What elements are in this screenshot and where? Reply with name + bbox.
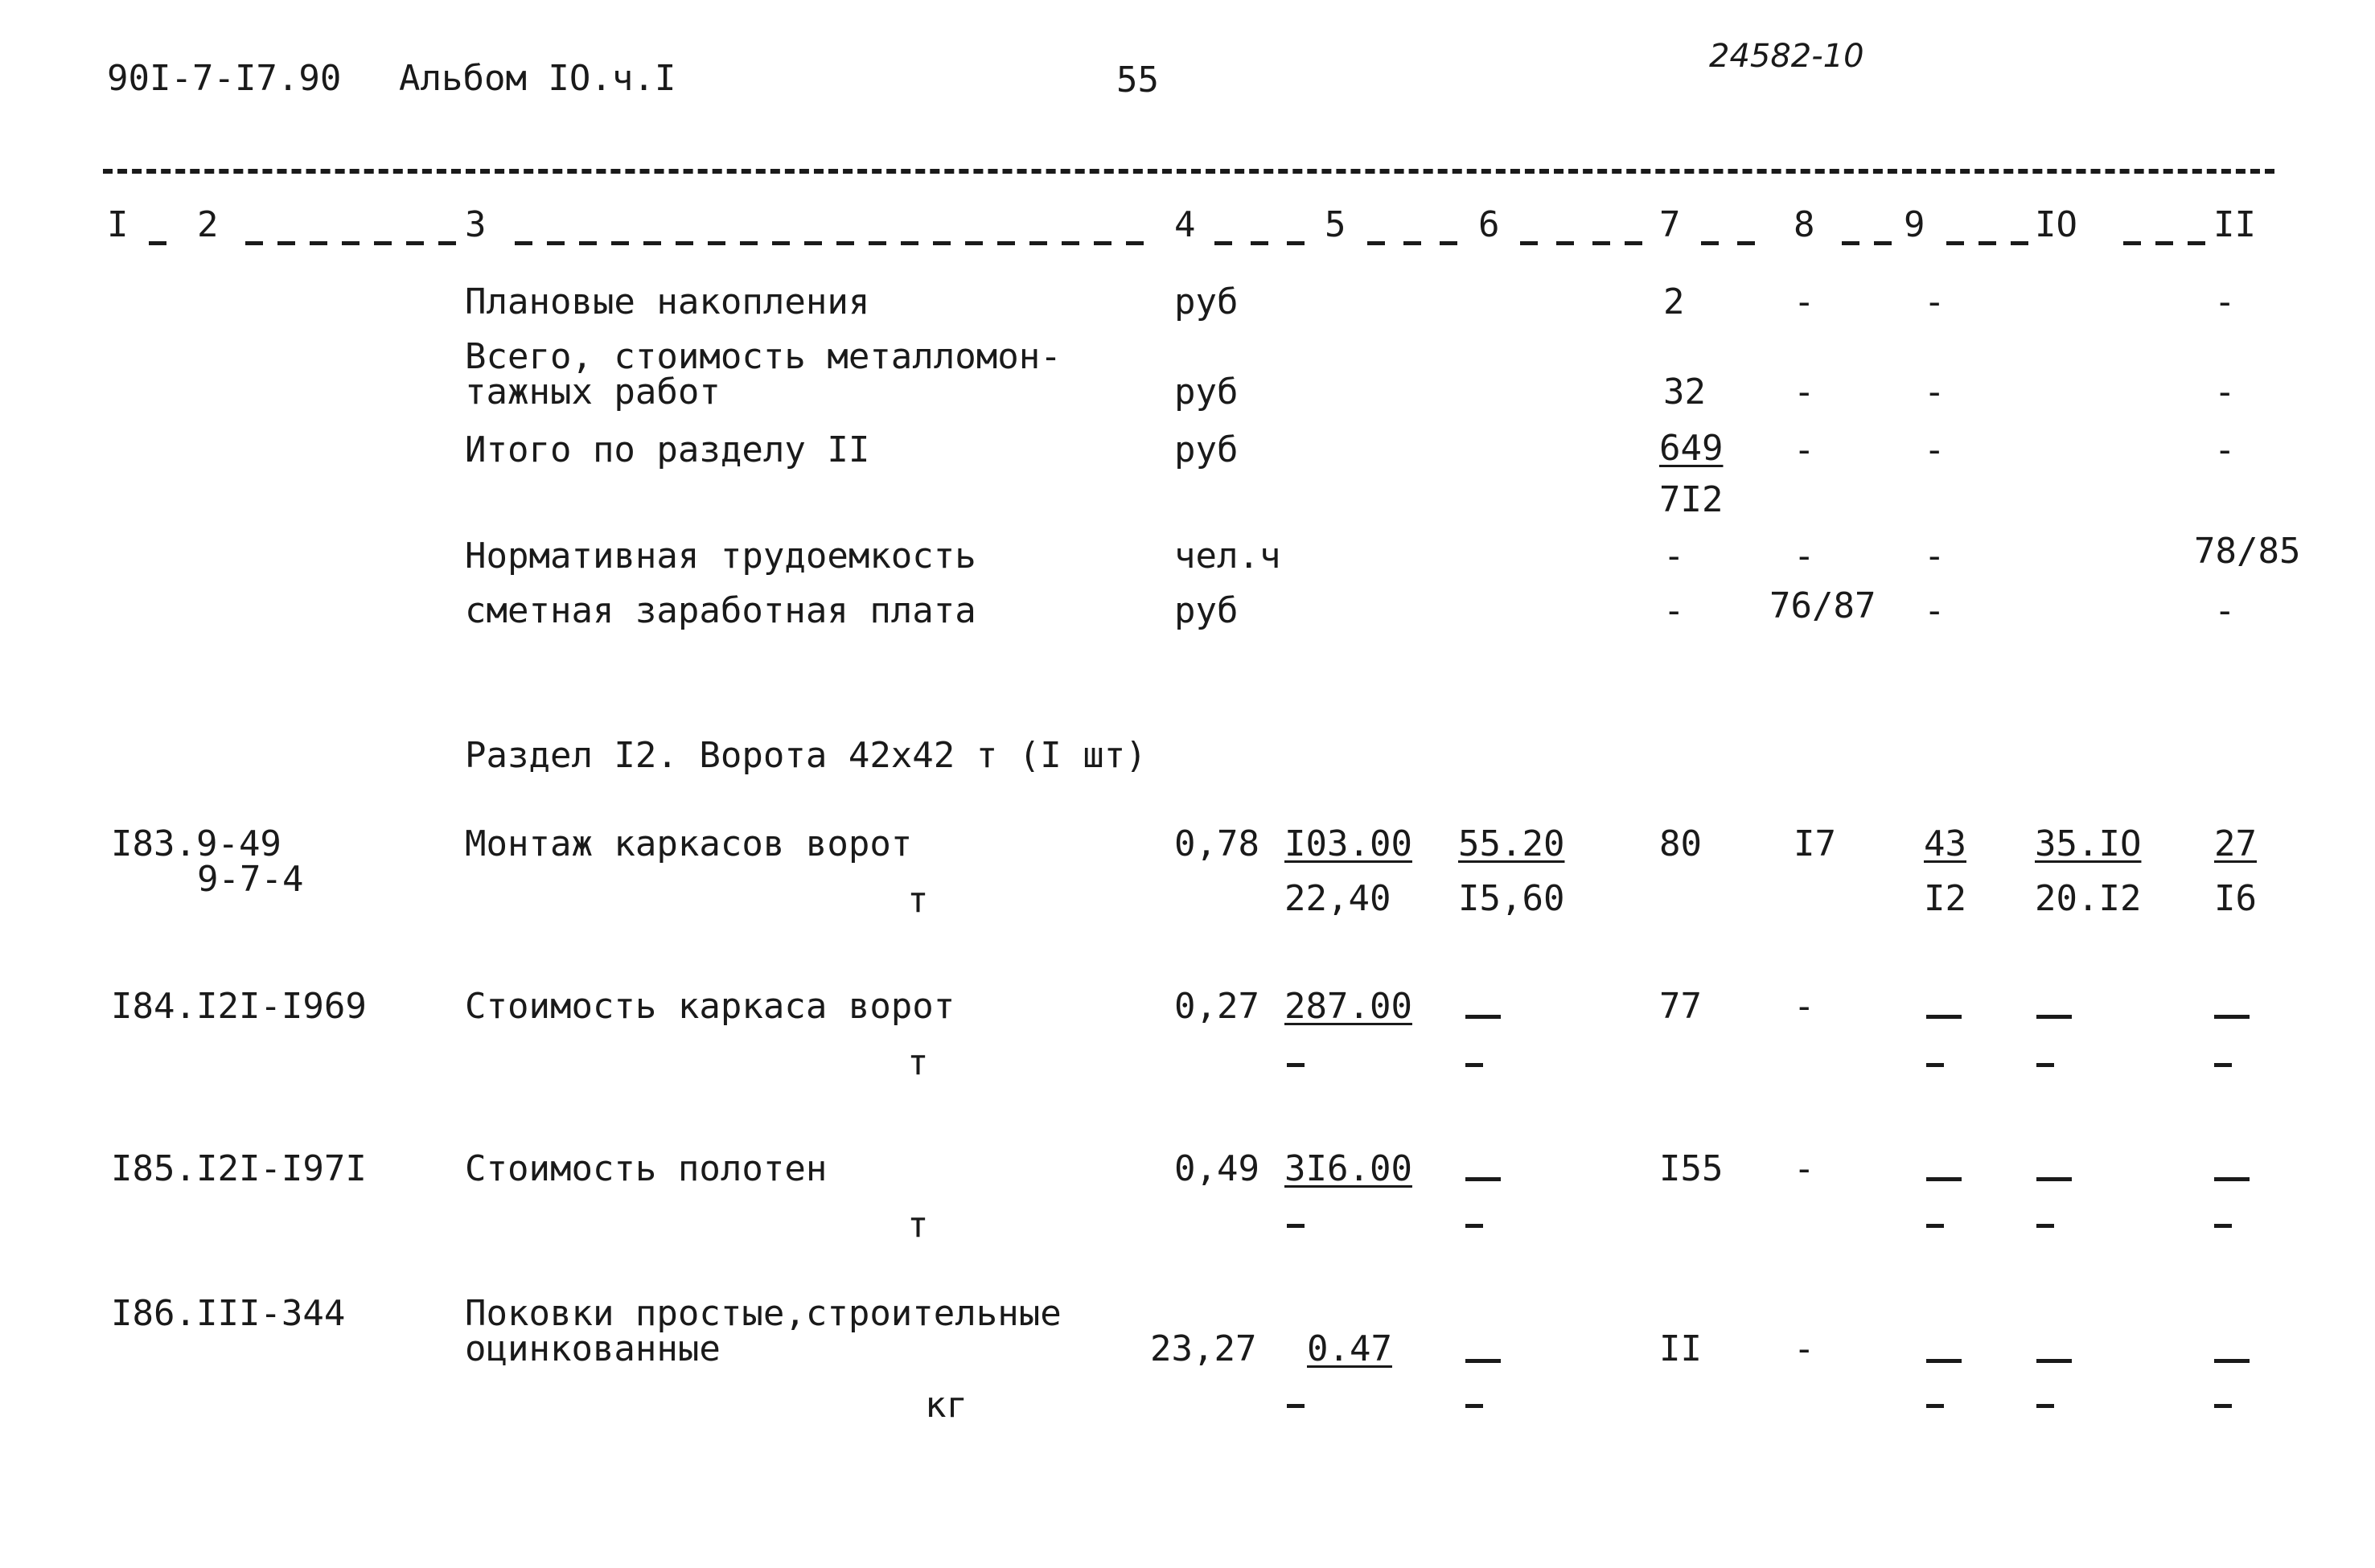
plan-col7: 2: [1663, 281, 1685, 322]
header-separator: [1946, 241, 1964, 245]
row-col6-bottom: I5,60: [1458, 878, 1565, 919]
section-total-label: Итого по разделу II: [465, 429, 870, 470]
row-col5-bottom-dash: [1287, 1224, 1305, 1228]
wages-col11: -: [2214, 590, 2236, 631]
header-separator: [1978, 241, 1996, 245]
plan-col9: -: [1924, 281, 1946, 322]
page-number: 55: [1116, 60, 1159, 101]
labor-col9: -: [1924, 536, 1946, 577]
labor-col11: 78/85: [2194, 531, 2301, 572]
column-header-7: 7: [1659, 204, 1681, 245]
section-total-col11: -: [2214, 429, 2236, 470]
header-separator: [869, 241, 886, 245]
total-metal-col11: -: [2214, 371, 2236, 413]
header-separator: [2011, 241, 2028, 245]
header-separator: [2123, 241, 2141, 245]
labor-col8: -: [1794, 536, 1815, 577]
wages-unit: руб: [1174, 590, 1239, 631]
total-metal-unit: руб: [1174, 371, 1239, 413]
header-separator: [547, 241, 565, 245]
header-separator: [676, 241, 693, 245]
column-header-6: 6: [1478, 204, 1500, 245]
row-col9-top: 43: [1924, 823, 1966, 864]
row-col5-bottom: 22,40: [1284, 878, 1391, 919]
header-separator: [406, 241, 424, 245]
row-col9-top-dash: [1926, 1359, 1962, 1363]
total-metal-label-line2: тажных работ: [465, 371, 721, 413]
row-col10-top-dash: [2036, 1359, 2072, 1363]
row-name: Стоимость каркаса ворот: [465, 986, 955, 1027]
row-col7: II: [1659, 1328, 1702, 1369]
row-col6-bottom-dash: [1465, 1063, 1483, 1067]
row-col11-top: 27: [2214, 823, 2257, 864]
plan-unit: руб: [1174, 281, 1239, 322]
row-col6-bottom-dash: [1465, 1404, 1483, 1408]
header-separator: [1126, 241, 1144, 245]
row-code: I83.9-49: [111, 823, 281, 864]
row-col6-top-dash: [1465, 1015, 1501, 1019]
row-col10-top-dash: [2036, 1015, 2072, 1019]
header-separator: [1094, 241, 1111, 245]
row-col9-bottom-dash: [1926, 1063, 1944, 1067]
labor-unit: чел.ч: [1174, 536, 1281, 577]
row-col5-top: 3I6.00: [1284, 1148, 1412, 1189]
row-col9-bottom: I2: [1924, 878, 1966, 919]
header-separator: [1592, 241, 1610, 245]
header-separator: [1737, 241, 1755, 245]
row-col5-bottom-dash: [1287, 1063, 1305, 1067]
header-separator: [1842, 241, 1859, 245]
header-separator: [804, 241, 822, 245]
plan-label: Плановые накопления: [465, 281, 870, 322]
section-total-col7-denominator: 7I2: [1659, 479, 1724, 520]
section-total-col8: -: [1794, 429, 1815, 470]
row-code: I84.I2I-I969: [111, 986, 367, 1027]
header-separator: [611, 241, 629, 245]
header-separator: [1367, 241, 1385, 245]
header-separator: [708, 241, 725, 245]
header-separator: [643, 241, 661, 245]
header-separator: [836, 241, 854, 245]
header-separator: [277, 241, 295, 245]
header-separator: [1520, 241, 1538, 245]
header-separator: [1701, 241, 1719, 245]
header-separator: [997, 241, 1015, 245]
plan-col8: -: [1794, 281, 1815, 322]
column-header-4: 4: [1174, 204, 1196, 245]
column-header-10: IO: [2035, 204, 2077, 245]
header-separator: [1062, 241, 1079, 245]
row-col8: -: [1794, 1328, 1815, 1369]
header-separator: [740, 241, 758, 245]
row-col8: -: [1794, 1148, 1815, 1189]
header-separator: [342, 241, 360, 245]
row-col11-top-dash: [2214, 1177, 2250, 1181]
row-col10-bottom: 20.I2: [2035, 878, 2142, 919]
top-dashed-rule: [103, 169, 2274, 174]
column-header-1: I: [107, 204, 129, 245]
row-col4: 0,49: [1174, 1148, 1259, 1189]
row-col6-top-dash: [1465, 1359, 1501, 1363]
header-separator: [1029, 241, 1047, 245]
header-separator: [1625, 241, 1642, 245]
wages-col9: -: [1924, 590, 1946, 631]
row-unit: т: [907, 1205, 929, 1246]
row-code-secondary: 9-7-4: [197, 859, 304, 900]
album-label: Альбом IO.ч.I: [399, 58, 676, 99]
section-title: Раздел I2. Ворота 42х42 т (I шт): [465, 735, 1147, 776]
row-col6-top: 55.20: [1458, 823, 1565, 864]
row-name: Стоимость полотен: [465, 1148, 828, 1189]
header-separator: [515, 241, 532, 245]
column-header-5: 5: [1325, 204, 1346, 245]
total-metal-col7: 32: [1663, 371, 1706, 413]
header-separator: [772, 241, 790, 245]
row-unit: т: [907, 1042, 929, 1083]
header-separator: [1874, 241, 1892, 245]
header-separator: [1556, 241, 1574, 245]
row-col11-bottom: I6: [2214, 878, 2257, 919]
row-col4: 0,27: [1174, 986, 1259, 1027]
row-col5-top: 287.00: [1284, 986, 1412, 1027]
header-separator: [1403, 241, 1421, 245]
row-col11-bottom-dash: [2214, 1224, 2232, 1228]
row-col10-bottom-dash: [2036, 1224, 2054, 1228]
row-col9-top-dash: [1926, 1015, 1962, 1019]
total-metal-col9: -: [1924, 371, 1946, 413]
row-col9-top-dash: [1926, 1177, 1962, 1181]
header-separator: [1214, 241, 1232, 245]
header-separator: [965, 241, 983, 245]
row-col4: 23,27: [1150, 1328, 1257, 1369]
row-unit: т: [907, 880, 929, 921]
column-header-8: 8: [1794, 204, 1815, 245]
row-col11-bottom-dash: [2214, 1063, 2232, 1067]
header-separator: [149, 241, 166, 245]
header-separator: [438, 241, 456, 245]
section-total-unit: руб: [1174, 429, 1239, 470]
row-col10-top: 35.IO: [2035, 823, 2142, 864]
row-col9-bottom-dash: [1926, 1224, 1944, 1228]
row-col6-top-dash: [1465, 1177, 1501, 1181]
row-col5-top: I03.00: [1284, 823, 1412, 864]
header-separator: [579, 241, 597, 245]
section-total-col7-numerator: 649: [1659, 428, 1724, 469]
row-col10-bottom-dash: [2036, 1404, 2054, 1408]
header-separator: [901, 241, 918, 245]
row-col7: 77: [1659, 986, 1702, 1027]
header-separator: [1251, 241, 1268, 245]
header-separator: [245, 241, 263, 245]
document-code: 90I-7-I7.90: [107, 58, 342, 99]
total-metal-col8: -: [1794, 371, 1815, 413]
header-separator: [1287, 241, 1305, 245]
labor-col7: -: [1663, 536, 1685, 577]
row-col5-top: 0.47: [1307, 1328, 1392, 1369]
header-separator: [2188, 241, 2205, 245]
row-col11-top-dash: [2214, 1015, 2250, 1019]
row-unit: кг: [925, 1385, 968, 1426]
wages-col8: 76/87: [1769, 585, 1876, 626]
header-separator: [374, 241, 392, 245]
labor-label: Нормативная трудоемкость: [465, 536, 976, 577]
column-header-3: 3: [465, 204, 487, 245]
total-metal-label-line1: Всего, стоимость металломон-: [465, 336, 1062, 377]
row-col8: -: [1794, 986, 1815, 1027]
row-col11-bottom-dash: [2214, 1404, 2232, 1408]
row-col10-bottom-dash: [2036, 1063, 2054, 1067]
row-name: Монтаж каркасов ворот: [465, 823, 913, 864]
wages-label: сметная заработная плата: [465, 590, 976, 631]
row-col4: 0,78: [1174, 823, 1259, 864]
column-header-9: 9: [1904, 204, 1925, 245]
row-col11-top-dash: [2214, 1359, 2250, 1363]
row-col7: 80: [1659, 823, 1702, 864]
column-header-11: II: [2213, 204, 2256, 245]
header-separator: [933, 241, 951, 245]
header-separator: [2155, 241, 2173, 245]
row-col10-top-dash: [2036, 1177, 2072, 1181]
section-total-col9: -: [1924, 429, 1946, 470]
row-col9-bottom-dash: [1926, 1404, 1944, 1408]
row-name-line1: Поковки простые,строительные: [465, 1293, 1062, 1334]
plan-col11: -: [2214, 281, 2236, 322]
header-separator: [1440, 241, 1457, 245]
row-code: I86.III-344: [111, 1293, 346, 1334]
row-col5-bottom-dash: [1287, 1404, 1305, 1408]
header-separator: [310, 241, 327, 245]
row-col7: I55: [1659, 1148, 1724, 1189]
row-code: I85.I2I-I97I: [111, 1148, 367, 1189]
column-header-2: 2: [197, 204, 219, 245]
row-col6-bottom-dash: [1465, 1224, 1483, 1228]
wages-col7: -: [1663, 590, 1685, 631]
row-col8: I7: [1794, 823, 1836, 864]
handwritten-stamp: 24582-10: [1709, 38, 1864, 75]
row-name-line2: оцинкованные: [465, 1328, 721, 1369]
